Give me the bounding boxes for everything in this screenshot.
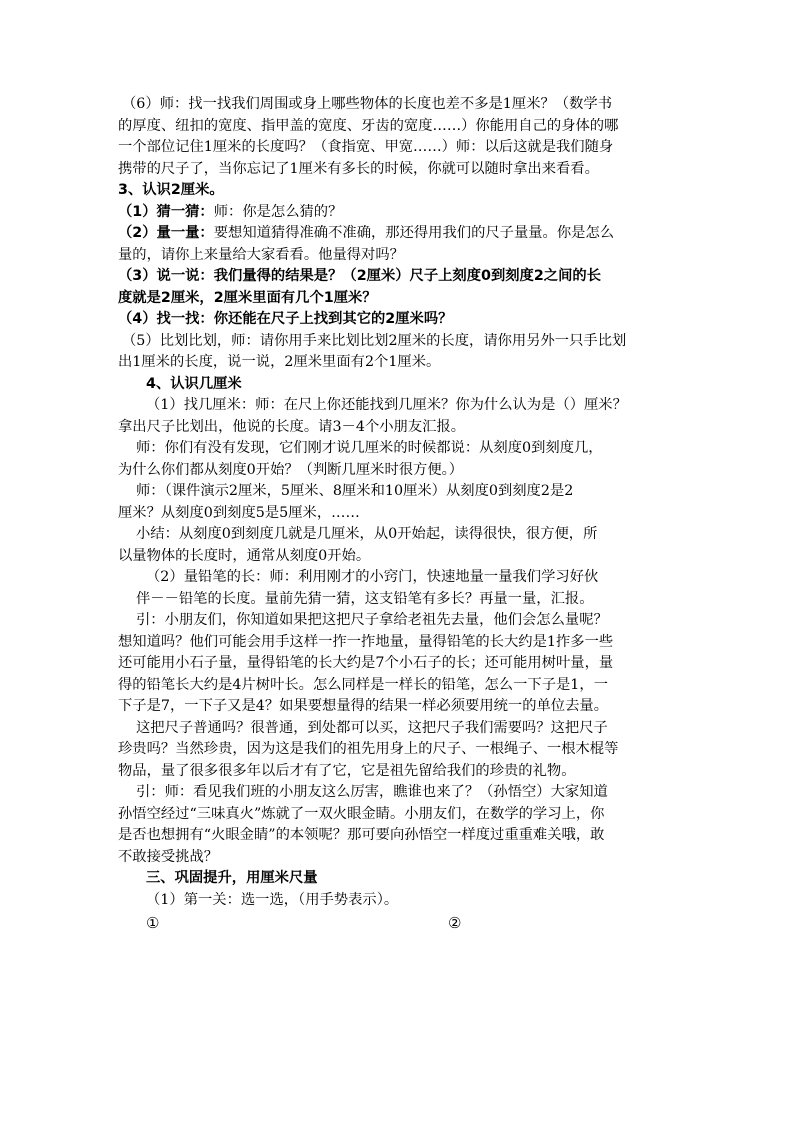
text-line-16: 拿出尺子比划出，他说的长度。请3－4个小朋友汇报。 <box>118 418 466 435</box>
text-line-31: 珍贵吗？当然珍贵，因为这是我们的祖先用身上的尺子、一根绳子、一根木棍等 <box>118 741 619 757</box>
text-line-20: 厘米？从刻度0到刻度5是5厘米，…… <box>118 504 360 521</box>
text-line-28: 得的铅笔长大约是4片树叶长。怎么同样是一样长的铅笔，怎么一下子是1，一 <box>118 676 608 693</box>
text-line-15: （1）找几厘米：师：在尺上你还能找到几厘米？你为什么认为是（）厘米？ <box>146 397 627 413</box>
text-line-18: 为什么你们都从刻度0开始？（判断几厘米时很方便。） <box>118 461 464 478</box>
step-label-measure: （2）量一量： <box>118 225 214 241</box>
text-line-38: （1）第一关：选一选，（用手势表示）。 <box>146 891 399 908</box>
text-line-10: 度就是2厘米，2厘米里面有几个1厘米？ <box>118 289 377 306</box>
text-line-36: 不敢接受挑战？ <box>118 848 219 865</box>
text-line-4: 携带的尺子了，当你忘记了1厘米有多长的时候，你就可以随时拿出来看看。 <box>118 160 599 177</box>
text-line-21: 小结：从刻度0到刻度几就是几厘米，从0开始起，读得很快，很方便，所 <box>136 526 598 542</box>
text-line-34: 孙悟空经过“三味真火”炼就了一双火眼金睛。小朋友们，在数学的学习上，你 <box>118 805 605 822</box>
text-line-30: 这把尺子普通吗？很普通，到处都可以买，这把尺子我们需要吗？这把尺子 <box>136 719 608 736</box>
text-line-29: 下子是7，一下子又是4？如果要想量得的结果一样必须要用统一的单位去量。 <box>118 698 608 714</box>
section-heading-3: 3、认识2厘米。 <box>118 182 224 198</box>
text-line-1: （6）师：找一找我们周围或身上哪些物体的长度也差不多是1厘米？（数学书 <box>122 96 612 112</box>
text-line-13: 出1厘米的长度，说一说，2厘米里面有2个1厘米。 <box>118 354 441 370</box>
step-text-guess: 师：你是怎么猜的？ <box>213 203 343 220</box>
text-line-2: 的厚度、纽扣的宽度、指甲盖的宽度、牙齿的宽度……）你能用自己的身体的哪 <box>118 117 619 134</box>
text-line-guess <box>118 202 678 224</box>
document-page <box>118 94 678 935</box>
text-line-9: （3）说一说：我们量得的结果是？（2厘米）尺子上刻度0到刻度2之间的长 <box>118 268 601 284</box>
text-line-27: 还可能用小石子量，量得铅笔的长大约是7个小石子的长；还可能用树叶量，量 <box>118 655 614 671</box>
text-line-26: 想知道吗？他们可能会用手这样一拃一拃地量，量得铅笔的长大约是1拃多一些 <box>118 633 614 650</box>
text-line-23: （2）量铅笔的长：师：利用刚才的小窍门，快速地量一量我们学习好伙 <box>146 569 599 585</box>
text-line-8: 量的，请你上来量给大家看看。他量得对吗？ <box>118 246 404 263</box>
document-body <box>118 94 678 935</box>
step-text-measure: 要想知道猜得准确不准确，那还得用我们的尺子量量。你是怎么 <box>213 225 615 241</box>
option-marker-1: ① <box>146 914 160 932</box>
option-marker-2: ② <box>448 914 462 932</box>
text-line-19: 师：（课件演示2厘米，5厘米、8厘米和10厘米）从刻度0到刻度2是2 <box>136 483 574 499</box>
option-markers <box>118 911 678 935</box>
text-line-17: 师：你们有没有发现，它们刚才说几厘米的时候都说：从刻度0到刻度几， <box>136 440 603 456</box>
text-line-3: 一个部位记住1厘米的长度吗？（食指宽、甲宽……）师：以后这就是我们随身 <box>118 139 614 155</box>
text-line-measure <box>118 223 678 245</box>
text-line-33: 引：师：看见我们班的小朋友这么厉害，瞧谁也来了？（孙悟空）大家知道 <box>136 784 608 800</box>
text-line-35: 是否也想拥有“火眼金睛”的本领呢？那可要向孙悟空一样度过重重难关哦，敢 <box>118 827 605 843</box>
text-line-32: 物品，量了很多很多年以后才有了它，它是祖先留给我们的珍贵的礼物。 <box>118 762 576 779</box>
step-label-guess: （1）猜一猜： <box>118 203 214 220</box>
text-line-25: 引：小朋友们，你知道如果把这把尺子拿给老祖先去量，他们会怎么量呢？ <box>136 612 608 628</box>
text-line-22: 以量物体的长度时，通常从刻度0开始。 <box>118 547 371 564</box>
text-line-11: （4）找一找：你还能在尺子上找到其它的2厘米吗？ <box>118 311 453 327</box>
section-heading-three: 三、巩固提升，用厘米尺量 <box>146 870 318 886</box>
text-line-24: 伴－－铅笔的长度。量前先猜一猜，这支铅笔有多长？再量一量，汇报。 <box>136 590 594 607</box>
section-heading-4: 4、认识几厘米 <box>146 375 242 392</box>
text-line-12: （5）比划比划，师：请你用手来比划比划2厘米的长度，请你用另外一只手比划 <box>122 332 627 349</box>
